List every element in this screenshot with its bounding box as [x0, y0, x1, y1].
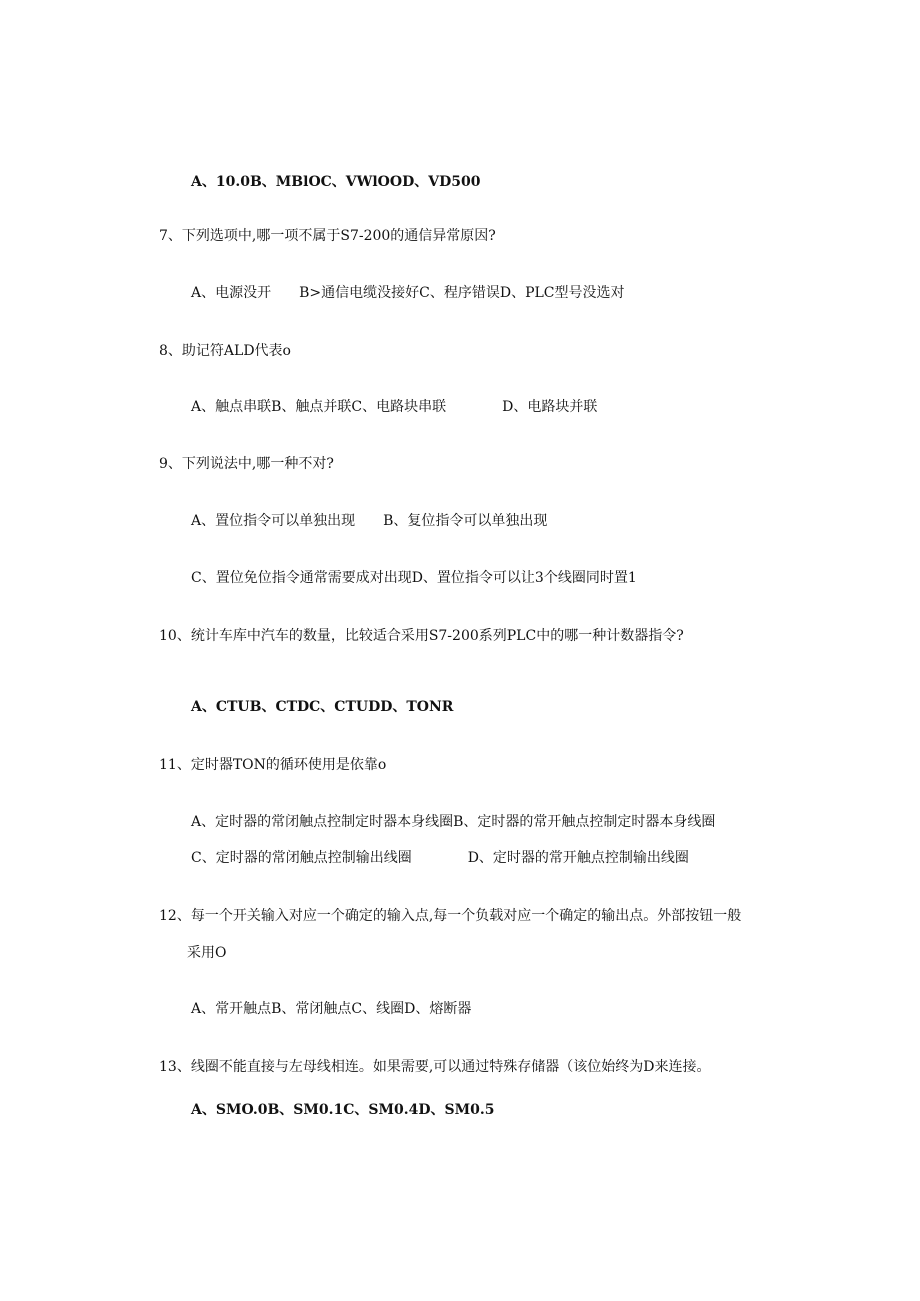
- q9-options-ab: A、置位指令可以单独出现 B、复位指令可以单独出现: [191, 513, 548, 529]
- q9-text: 9、下列说法中,哪一种不对?: [159, 456, 334, 472]
- q7-text: 7、下列选项中,哪一项不属于S7-200的通信异常原因?: [159, 228, 496, 244]
- q11-text: 11、定时器TON的循环使用是依靠o: [159, 757, 387, 773]
- q12-options: A、常开触点B、常闭触点C、线圈D、熔断器: [191, 1001, 472, 1017]
- q7-options: A、电源没开 B>通信电缆没接好C、程序错误D、PLC型号没选对: [191, 285, 625, 301]
- q8-options: A、触点串联B、触点并联C、电路块串联 D、电路块并联: [191, 399, 598, 415]
- q13-text: 13、线圈不能直接与左母线相连。如果需要,可以通过特殊存储器（该位始终为D来连接。: [159, 1059, 711, 1075]
- q6-options: A、10.0B、MBlOC、VWlOOD、VD500: [191, 174, 481, 190]
- q13-options: A、SMO.0B、SM0.1C、SM0.4D、SM0.5: [191, 1102, 495, 1118]
- q8-text: 8、助记符ALD代表o: [159, 343, 291, 359]
- q11-options-ab: A、定时器的常闭触点控制定时器本身线圈B、定时器的常开触点控制定时器本身线圈: [191, 814, 716, 830]
- q12-text: 12、每一个开关输入对应一个确定的输入点,每一个负载对应一个确定的输出点。外部按钮一般: [159, 908, 742, 924]
- q11-options-cd: C、定时器的常闭触点控制输出线圈 D、定时器的常开触点控制输出线圈: [191, 850, 689, 866]
- q10-text: 10、统计车库中汽车的数量，比较适合采用S7-200系列PLC中的哪一种计数器指令?: [159, 628, 684, 644]
- q10-options: A、CTUB、CTDC、CTUDD、TONR: [191, 699, 454, 715]
- q9-options-cd: C、置位免位指令通常需要成对出现D、置位指令可以让3个线圈同时置1: [191, 570, 637, 586]
- q12-text-continuation: 采用O: [187, 945, 227, 961]
